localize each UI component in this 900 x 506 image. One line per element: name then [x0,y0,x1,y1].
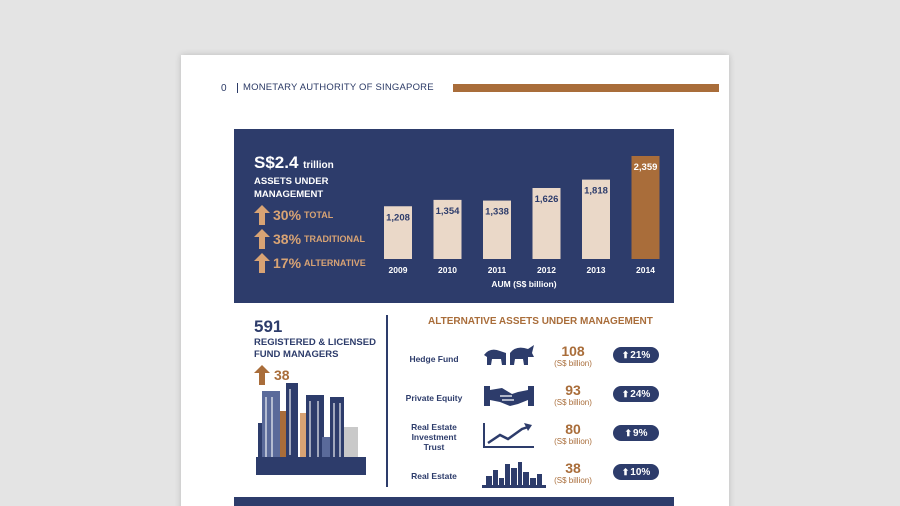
growth-alternative-label: ALTERNATIVE [304,258,366,268]
bar-value-label: 2,359 [633,162,658,173]
bar-value-label: 1,818 [584,185,608,197]
fund-manager-growth [254,365,290,385]
bull-bear-icon [482,343,536,371]
alt-row-private-equity [404,382,674,414]
up-arrow-icon [254,229,270,249]
aum-bar-chart [374,147,674,297]
alt-growth-badge: ⬆ 21% [613,347,659,363]
section-divider [386,315,388,487]
report-page [181,55,729,506]
handshake-icon [482,382,536,410]
alt-name: Private Equity [405,393,463,403]
bar-value-label: 1,338 [485,206,509,218]
alt-row-reit [404,421,674,453]
city-skyline-icon [256,383,374,475]
growth-total [254,205,333,225]
growth-total-label: TOTAL [304,210,334,220]
bar-value-label: 1,626 [534,194,559,206]
x-tick-label: 2010 [438,265,457,275]
bar-value-label: 1,208 [386,212,410,224]
skyline-icon [482,460,548,488]
aum-headline-label: ASSETS UNDER MANAGEMENT [254,176,329,200]
aum-headline-unit: trillion [303,160,334,171]
growth-alternative [254,253,366,273]
org-title: MONETARY AUTHORITY OF SINGAPORE [237,83,434,93]
alternative-title: ALTERNATIVE ASSETS UNDER MANAGEMENT [428,316,653,327]
up-arrow-icon: ⬆ [621,388,630,399]
page-number: 0 [221,83,227,94]
header-accent-bar [453,84,719,92]
up-arrow-icon: ⬆ [624,427,633,438]
fund-manager-label: REGISTERED & LICENSED FUND MANAGERS [254,337,376,360]
alt-name: Hedge Fund [409,354,459,364]
x-axis-label: AUM (S$ billion) [491,279,557,289]
aum-panel [234,129,674,303]
trend-chart-icon [482,421,536,449]
growth-alternative-pct: 17% [273,255,302,271]
x-tick-label: 2009 [388,265,408,275]
fund-managers-section [234,313,674,493]
alt-value: 80 (S$ billion) [554,421,592,446]
up-arrow-icon [254,365,270,385]
alt-growth-badge: ⬆ 10% [613,464,659,480]
up-arrow-icon [254,205,270,225]
alt-value: 108 (S$ billion) [554,343,592,368]
alt-name: Real Estate [411,471,457,481]
growth-traditional [254,229,365,249]
fund-manager-count: 591 [254,317,283,336]
up-arrow-icon [254,253,270,273]
alt-row-real-estate [404,460,674,492]
alt-name: Real Estate Investment Trust [411,422,457,452]
alt-value: 93 (S$ billion) [554,382,592,407]
aum-headline [254,153,334,173]
bar-value-label: 1,354 [435,205,460,217]
x-tick-label: 2013 [586,265,606,275]
growth-traditional-label: TRADITIONAL [304,234,366,244]
growth-total-pct: 30% [273,207,302,223]
alt-growth-badge: ⬆ 9% [613,425,659,441]
aum-headline-value: S$2.4 [254,153,299,172]
x-tick-label: 2011 [487,265,507,275]
x-tick-label: 2014 [636,265,655,275]
alt-growth-badge: ⬆ 24% [613,386,659,402]
up-arrow-icon: ⬆ [621,349,630,360]
fund-manager-growth-value: 38 [274,367,290,383]
alt-row-hedge-fund [404,343,674,375]
bottom-band [234,497,674,506]
up-arrow-icon: ⬆ [621,466,630,477]
alt-value: 38 (S$ billion) [554,460,592,485]
growth-traditional-pct: 38% [273,231,302,247]
x-tick-label: 2012 [537,265,556,275]
